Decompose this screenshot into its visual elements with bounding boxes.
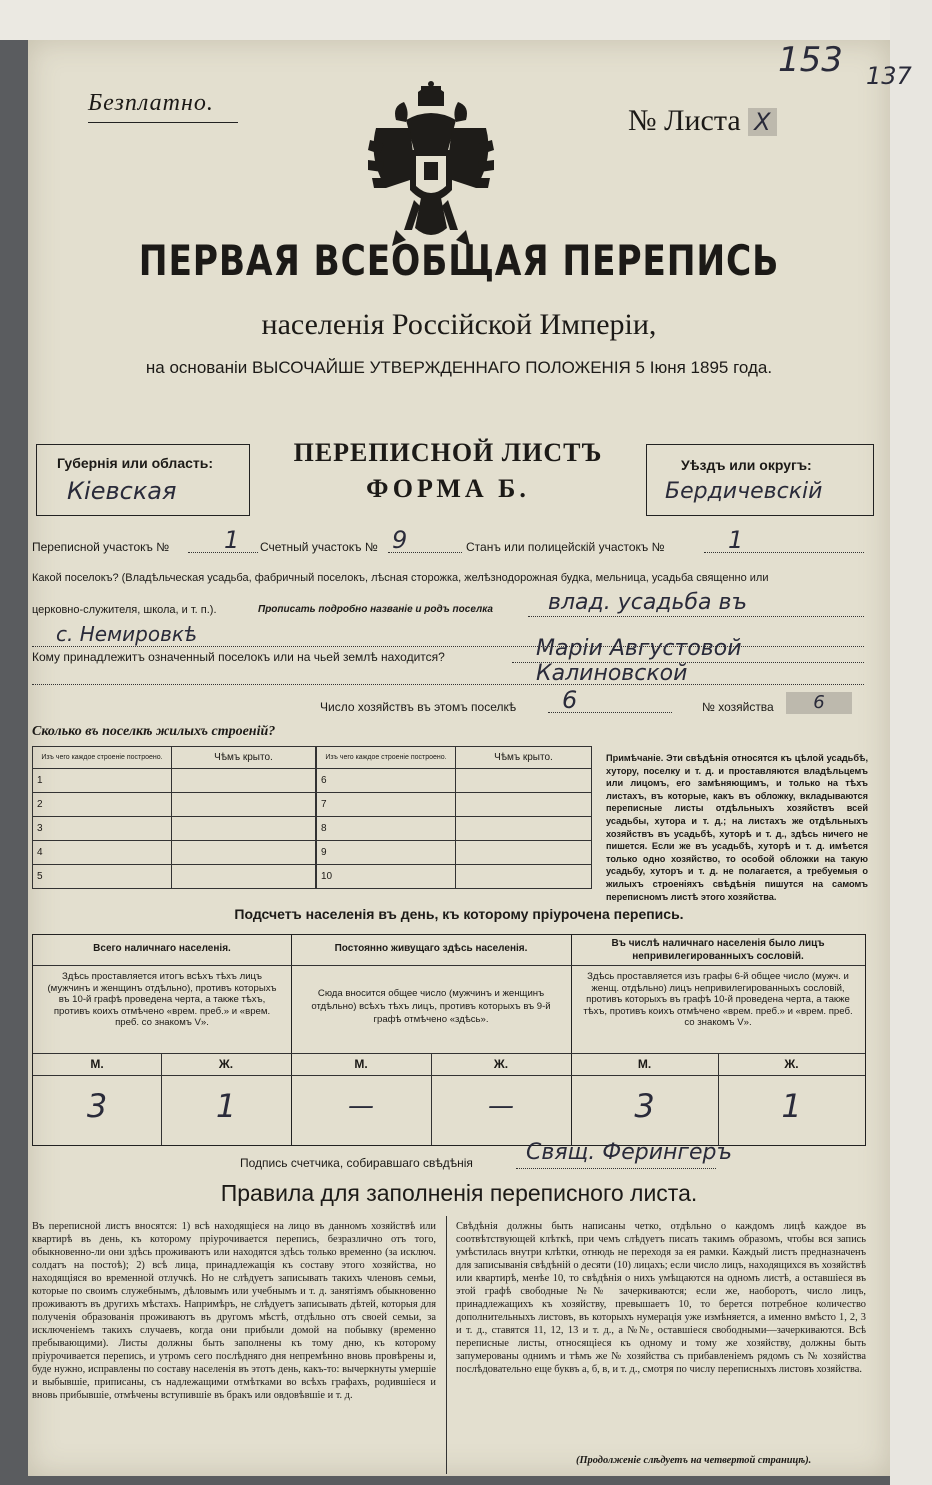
col-female-2: Ж. xyxy=(493,1057,509,1071)
total-male-value: 3 xyxy=(86,1087,108,1125)
schet-label: Счетный участокъ № xyxy=(260,540,378,554)
poselok-label-2: церковно-служителя, школа, и т. п.). xyxy=(32,604,217,616)
buildings-note: Примѣчаніе. Эти свѣдѣнія относятся къ цѣлой усадьбѣ, хутору, поселку и т. д. и проставляются владѣльцемъ или лицомъ, его замѣняющимъ, и только на тѣхъ листахъ, въ которые, какъ въ обложку, вкладываются переписные листы отдѣльныхъ хозяйствъ всей усадьбы, хутора и т. д.; на листахъ же отдѣльныхъ хозяйствъ въ усадьбѣ, хуторѣ и т. д., здѣсь ничего не пишется. Если же въ усадьбѣ, хуторѣ и т. д. имѣется только одно хозяйство, то особой обложки на такую усадьбу, хуторъ и т. д. не полагается, а требуемыя о жилыхъ строеніяхъ свѣдѣнія пишутся на самомъ переписномъ листѣ этого хозяйства. xyxy=(606,753,868,902)
poselok-hint: Прописать подробно названіе и родъ поселка xyxy=(258,604,493,615)
building-row: 9 xyxy=(317,841,456,865)
census-basis: на основаніи ВЫСОЧАЙШЕ УТВЕРЖДЕННАГО ПОЛОЖЕНІЯ 5 Іюня 1895 года. xyxy=(145,358,773,377)
hoz-count-label: Число хозяйствъ въ этомъ поселкѣ xyxy=(320,700,517,714)
count-header-permanent: Постоянно живущаго здѣсь населенія. xyxy=(334,943,528,954)
nonpriv-female-value: 1 xyxy=(781,1087,802,1125)
rules-continued: (Продолженіе слѣдуетъ на четвертой страницѣ). xyxy=(576,1455,812,1466)
uezd-value: Бердичевскій xyxy=(665,479,823,504)
form-letter: ФОРМА Б. xyxy=(366,474,530,503)
scan-margin-top xyxy=(0,0,932,40)
col-roof-2: Чѣмъ крыто. xyxy=(456,747,592,769)
rule xyxy=(33,965,865,966)
building-row: 8 xyxy=(317,817,456,841)
schet-value: 9 xyxy=(392,526,408,554)
roof-cell xyxy=(456,865,592,889)
buildings-table-right xyxy=(316,746,592,889)
perep-value: 1 xyxy=(224,526,240,554)
roof-cell xyxy=(172,793,316,817)
poselok-line xyxy=(528,616,864,617)
hoz-no-value: 6 xyxy=(786,692,852,714)
col-male-1: М. xyxy=(90,1057,104,1071)
free-label: Безплатно. xyxy=(88,90,214,116)
imperial-eagle-icon xyxy=(366,80,496,258)
roof-cell xyxy=(456,841,592,865)
gubernia-value: Кіевская xyxy=(67,477,177,505)
rule xyxy=(33,1053,865,1054)
census-sheet xyxy=(28,40,912,1476)
building-row: 1 xyxy=(33,769,172,793)
count-title: Подсчетъ населенія въ день, къ которому пріурочена перепись. xyxy=(234,906,684,922)
rules-left: Въ переписной листъ вносятся: 1) всѣ находящіеся на лицо въ данномъ хозяйствѣ или квартирѣ въ день, къ которому пріурочивается перепись, безразлично отъ того, обыкновенно-ли они здѣсь проживаютъ или находятся здѣсь только временно (за исключ. солдатъ на постоѣ); 2) всѣ лица, принадлежащія къ составу этого хозяйства, но находящіяся во временной отлучкѣ. Но не слѣдуетъ записывать такихъ членовъ семьи, которые по своимъ служебнымъ, дѣловымъ или учебнымъ и т. д. занятіямъ обыкновенно проживаютъ въ другихъ мѣстахъ. Напримѣръ, не слѣдуетъ записывать дѣтей, которыя для полученія образованія проживаютъ въ другомъ мѣстѣ, отдѣльно отъ своей семьи, за исключеніемъ такихъ случаевъ, когда они прибыли домой на побывку (временно пребывающими). Листы должны быть заполнены къ тому дню, къ которому пріурочивается перепись, и утромъ сего послѣдняго дня непремѣнно вновь провѣрены и, буде нужно, исправлены по составу населенія въ этотъ день, какъ-то: вычеркнуты умершіе и выбывшіе, приписаны, съ надлежащими отмѣтками во всѣхъ графахъ, родившіеся и вновь прибывшіе, отмѣчены вступившіе въ бракъ или овдовѣвшіе и т. д. xyxy=(32,1221,436,1401)
gubernia-box xyxy=(36,444,250,516)
permanent-female-value: — xyxy=(488,1091,514,1121)
archive-page-number-2: 137 xyxy=(866,62,912,90)
roof-cell xyxy=(456,793,592,817)
uezd-box xyxy=(646,444,874,516)
gubernia-label: Губернія или область: xyxy=(57,455,214,471)
col-female-1: Ж. xyxy=(218,1057,234,1071)
col-male-2: М. xyxy=(354,1057,368,1071)
roof-cell xyxy=(172,769,316,793)
building-row: 4 xyxy=(33,841,172,865)
col-roof: Чѣмъ крыто. xyxy=(172,747,316,769)
col-female-3: Ж. xyxy=(784,1057,799,1071)
free-underline xyxy=(88,122,238,123)
archive-page-number: 153 xyxy=(778,40,843,80)
count-table xyxy=(32,934,866,1146)
roof-cell xyxy=(172,817,316,841)
hoz-count-value: 6 xyxy=(562,686,578,714)
rule xyxy=(33,1075,865,1076)
building-row: 3 xyxy=(33,817,172,841)
col-male-3: М. xyxy=(637,1057,652,1071)
hoz-no-label: № хозяйства xyxy=(702,700,774,714)
perep-line xyxy=(188,552,258,553)
poselok-value-2: с. Немировкѣ xyxy=(56,622,198,646)
total-female-value: 1 xyxy=(215,1087,237,1125)
perep-label: Переписной участокъ № xyxy=(32,540,170,554)
count-desc-nonpriv: Здѣсь проставляется изъ графы 6-й общее число (мужч. и женщ. отдѣльно) лицъ непривилегированныхъ сословій, противъ которыхъ въ графѣ 10-й проведена черта, а также тѣхъ, противъ коихъ отмѣчено «врем. преб.» и «врем. преб. со знакомъ V». xyxy=(583,971,853,1028)
roof-cell xyxy=(456,817,592,841)
roof-cell xyxy=(456,769,592,793)
col-material: Изъ чего каждое строеніе построено. xyxy=(33,747,172,769)
rules-right: Свѣдѣнія должны быть написаны четко, отдѣльно о каждомъ лицѣ каждое въ соотвѣтствующей клѣткѣ, при чемъ слѣдуетъ писать такимъ образомъ, чтобы вся запись умѣстилась внутри клѣтки, отнюдь не переходя за ея рамки. Каждый листъ предназначенъ для записыванія свѣдѣній о десяти (10) лицахъ; если число лицъ, находящихся въ хозяйствѣ или квартирѣ, менѣе 10, то свѣдѣнія о нихъ умѣщаются на одномъ листѣ, а оставшіеся въ этой графѣ свободные №№ зачеркиваются; если же, наоборотъ, число лицъ, принадлежащихъ къ хозяйству, превышаетъ 10, то берется потребное количество дополнительныхъ листовъ, въ которыхъ нумерація уже измѣняется, а именно вмѣсто 1, 2, 3 и т. д., ставятся 11, 12, 13 и т. д., а №№, оставшіеся свободными—зачеркиваются. Всѣ переписные листы, относящіеся къ одному и тому же хозяйству, должны быть запумерованы однимъ и тѣмъ же № хозяйства съ прибавленіемъ рядомъ съ № хозяйства послѣдовательно еще буквъ а, б, в, и т. д., смотря по числу переписныхъ листовъ хозяйства. xyxy=(456,1221,866,1375)
form-title-block xyxy=(248,438,648,514)
rules-title: Правила для заполненія переписного листа. xyxy=(220,1180,698,1206)
signature-value: Свящ. Ферингеръ xyxy=(526,1140,732,1165)
stan-label: Станъ или полицейскій участокъ № xyxy=(466,540,665,554)
stroenii-label: Сколько въ поселкѣ жилыхъ строеній? xyxy=(32,724,276,739)
rules-divider xyxy=(446,1216,447,1474)
census-subtitle: населенія Россійской Имперіи, xyxy=(261,308,657,341)
roof-cell xyxy=(172,865,316,889)
sheet-number-label: № Листа xyxy=(628,104,741,137)
count-header-nonpriv: Въ числѣ наличнаго населенія было лицъ непривилегированныхъ сословій. xyxy=(611,938,825,962)
count-header-total: Всего наличнаго населенія. xyxy=(93,943,231,954)
building-row: 2 xyxy=(33,793,172,817)
signature-label: Подпись счетчика, собиравшаго свѣдѣнія xyxy=(240,1156,473,1170)
count-desc-permanent: Сюда вносится общее число (мужчинъ и женщинъ отдѣльно) всѣхъ тѣхъ лицъ, противъ которыхъ въ 9-й графѣ отмѣчено «здѣсь». xyxy=(311,988,551,1025)
permanent-male-value: — xyxy=(348,1091,374,1121)
sheet-number-value: X xyxy=(748,108,776,136)
buildings-table-left xyxy=(32,746,316,889)
komu-value: Маріи Августовой Калиновской xyxy=(536,636,742,686)
uezd-label: Уѣздъ или округъ: xyxy=(681,457,812,473)
col-material-2: Изъ чего каждое строеніе построено. xyxy=(317,747,456,769)
building-row: 5 xyxy=(33,865,172,889)
building-row: 6 xyxy=(317,769,456,793)
nonpriv-male-value: 3 xyxy=(634,1087,655,1125)
signature-line xyxy=(516,1168,716,1169)
building-row: 7 xyxy=(317,793,456,817)
roof-cell xyxy=(172,841,316,865)
stan-value: 1 xyxy=(728,526,744,554)
komu-label: Кому принадлежитъ означенный поселокъ или на чьей землѣ находится? xyxy=(32,650,445,664)
census-title: ПЕРВАЯ ВСЕОБЩАЯ ПЕРЕПИСЬ xyxy=(138,236,780,285)
building-row: 10 xyxy=(317,865,456,889)
poselok-value: влад. усадьба въ xyxy=(548,590,748,615)
komu-line-2 xyxy=(32,684,864,685)
form-title: ПЕРЕПИСНОЙ ЛИСТЪ xyxy=(293,438,603,467)
count-desc-total: Здѣсь проставляется итогъ всѣхъ тѣхъ лицъ (мужчинъ и женщинъ отдѣльно), противъ которыхъ въ 10-й графѣ проведена черта, а также тѣхъ, противъ коихъ отмѣчено «врем. преб.» и «врем. преб. со знакомъ V». xyxy=(47,971,277,1028)
scan-margin-right xyxy=(890,0,932,1485)
sheet-number xyxy=(628,104,777,138)
poselok-label: Какой поселокъ? (Владѣльческая усадьба, фабричный поселокъ, лѣсная сторожка, желѣзнодорожная будка, мельница, усадьба священно или xyxy=(32,572,769,584)
